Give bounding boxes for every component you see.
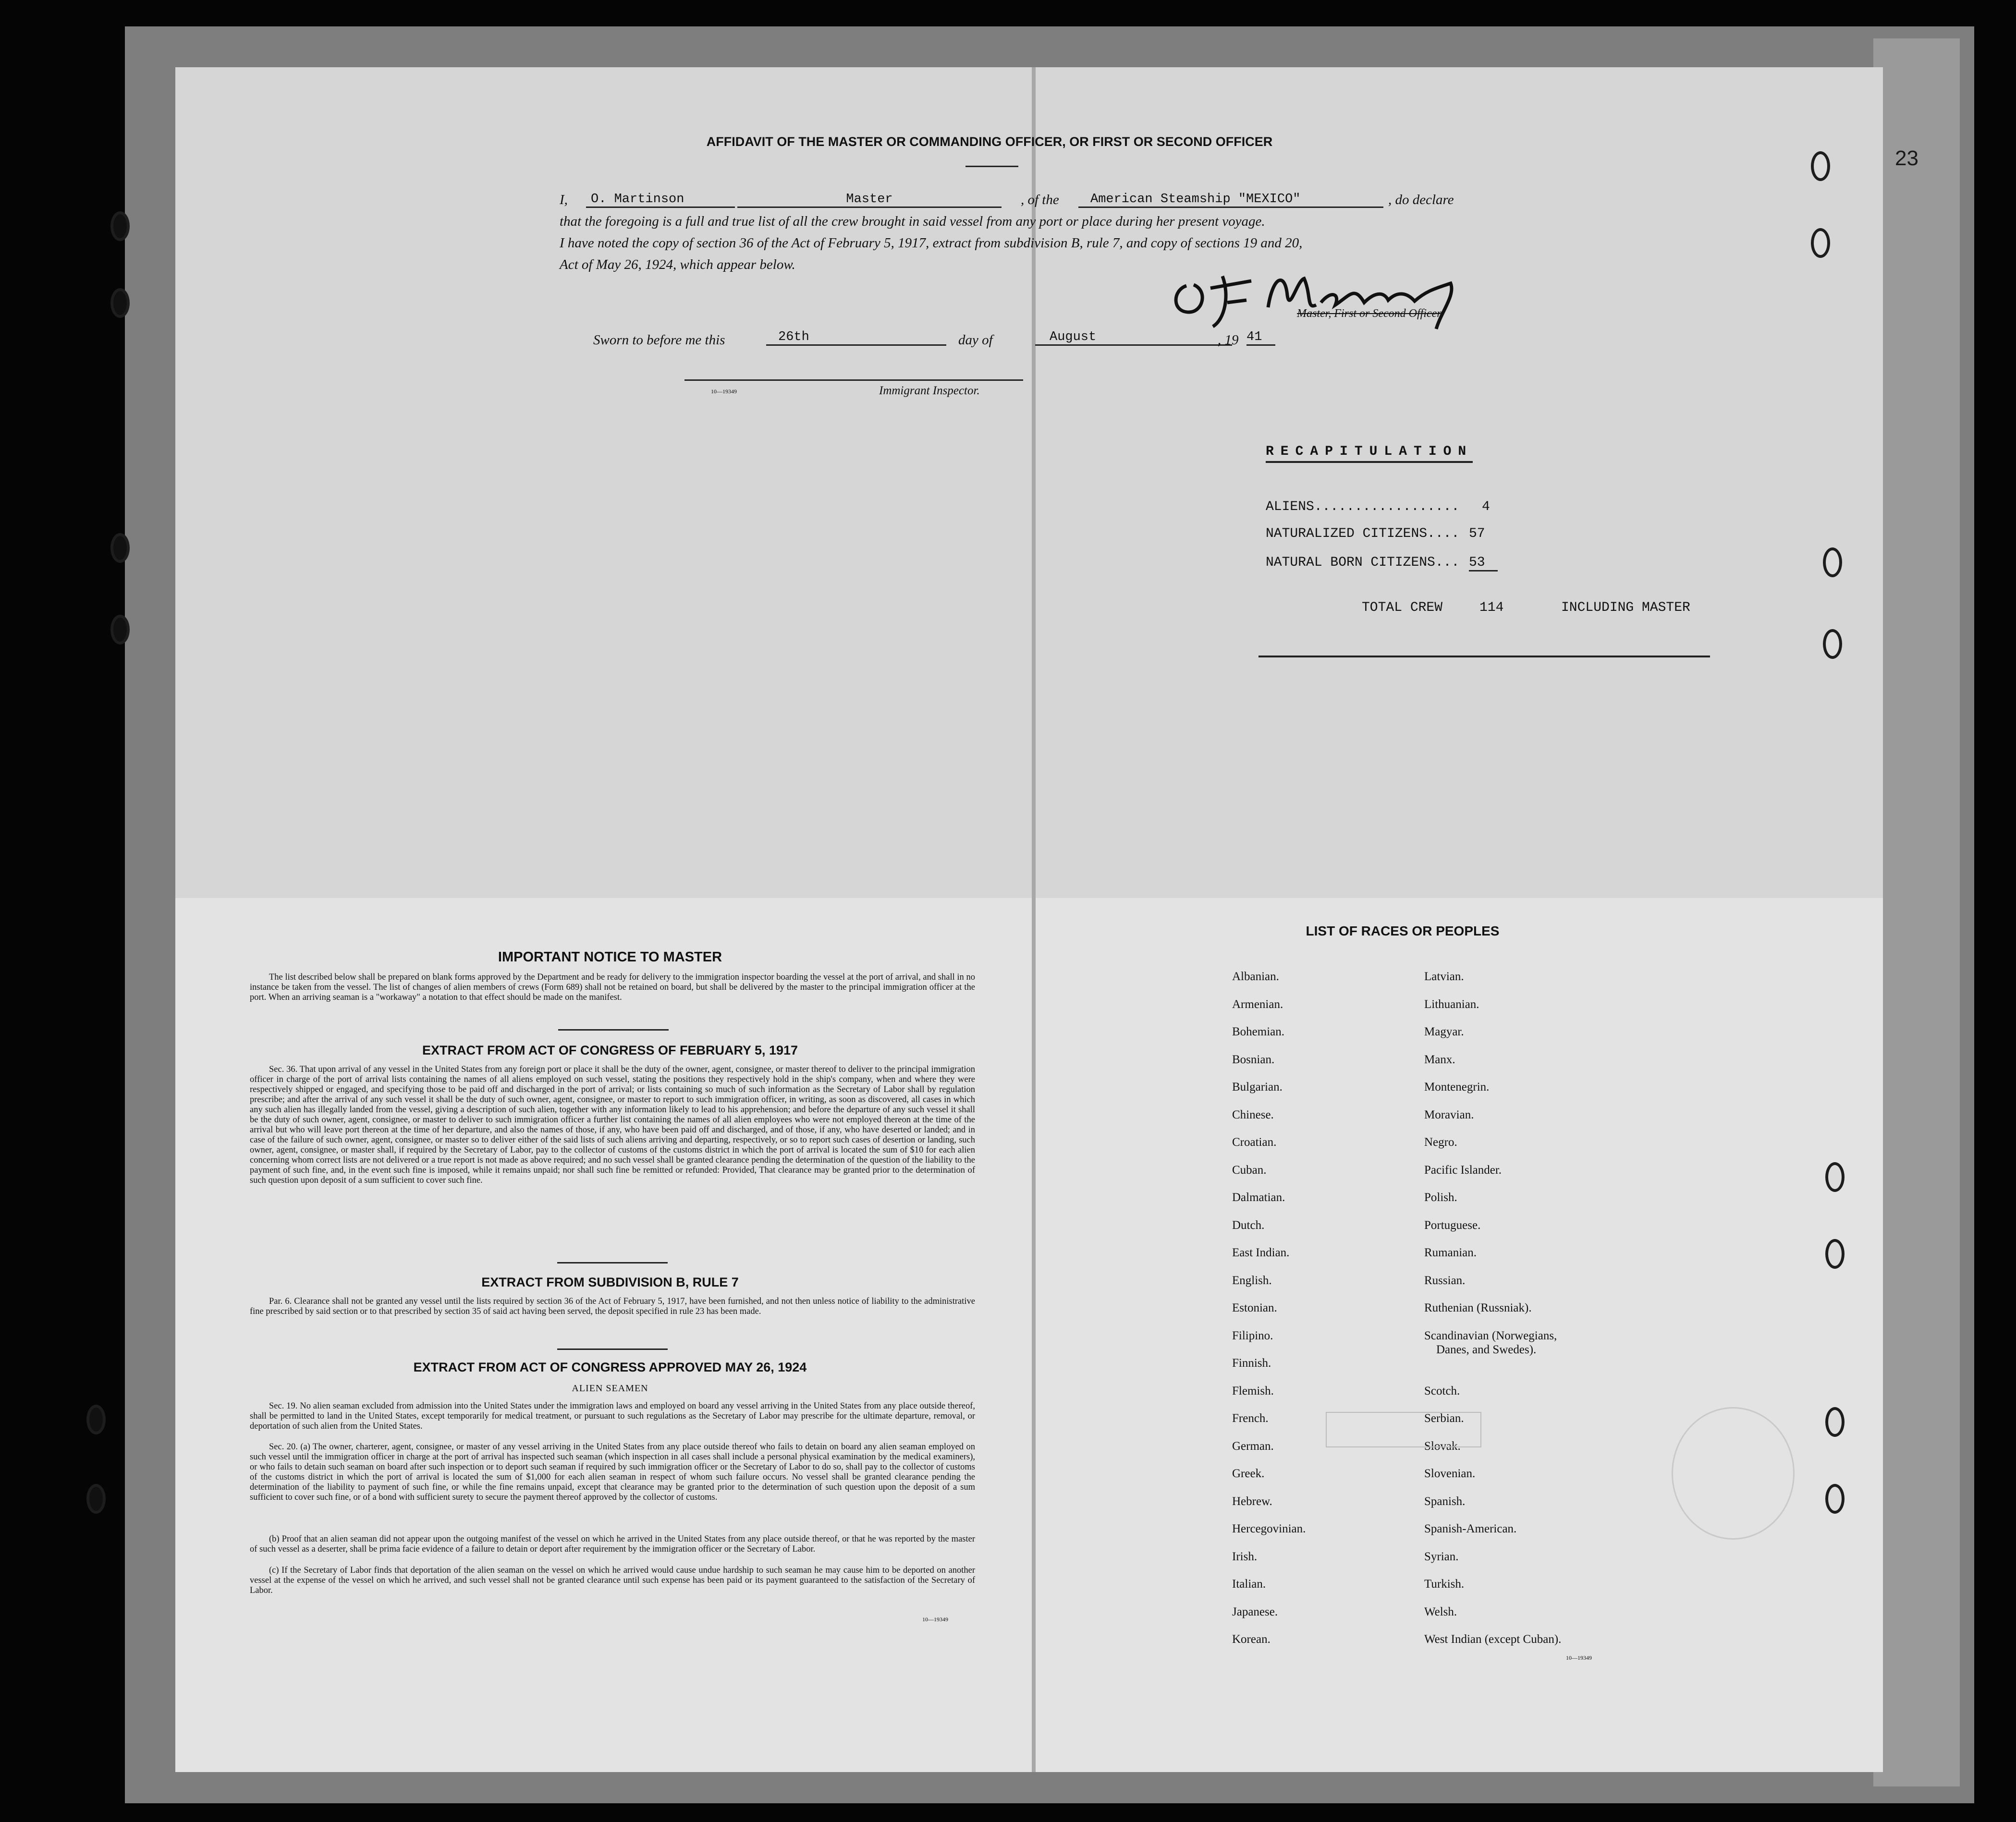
- affidavit-i: I,: [560, 192, 568, 207]
- race-item: Bohemian.: [1232, 1025, 1285, 1038]
- binding-hole: [1823, 629, 1842, 659]
- race-item: Scotch.: [1424, 1384, 1460, 1397]
- divider: [557, 1262, 668, 1263]
- race-item: Manx.: [1424, 1053, 1455, 1066]
- divider: [965, 166, 1018, 167]
- extract-1917-body: Sec. 36. That upon arrival of any vessel in the United States from any foreign port or place it shall be the duty of the owner, agent, consignee, or master thereof to deliver to the principal immigration officer in charge of the port of arrival lists containing the names of all aliens employed on such vessel, stating the positions they respectively hold in the ship's company, when and where they were respectively shipped or engaged, and specifying those to be paid off and discharged in the port of arrival; or lists containing so much of such information as the Secretary of Labor shall by regulation prescribe; and after the arrival of any such vessel it shall be the duty of such owner, agent, consignee, or master to report to such immigration officer, in writing, as soon as discovered, all cases in which any such alien has illegally landed from the vessel, giving a description of such alien, together with any information likely to lead to his apprehension; and before the departure of any such vessel it shall be the duty of such owner, agent, consignee, or master to deliver to such immigration officer a further list containing the names of all alien employees who were not employed thereon at the time of the arrival but who will leave port thereon at the time of her departure, and also the names of those, if any, who have been paid off and discharged, and of those, if any, who have deserted or landed; and in case of the failure of such owner, agent, consignee, or master so to deliver either of the said lists of such aliens arriving and departing, respectively, or so to report such cases of desertion or landing, such owner, agent, consignee, or master shall, if required by the Secretary of Labor, pay to the collector of customs of the customs district in which the port of arrival is located the sum of $10 for each alien concerning whom correct lists are not delivered or a true report is not made as above required; and no such vessel shall be granted clearance pending the determination of the question of the liability to the payment of such fine, and, in the event such fine is imposed, while it remains unpaid; nor shall such fine be remitted or refunded: Provided, That clearance may be granted prior to the determination of such question upon deposit of a sum sufficient to cover such fine.: [250, 1065, 975, 1185]
- affidavit-line-3: I have noted the copy of section 36 of the Act of February 5, 1917, extract from subdivision B, rule 7, and copy of sections 19 and 20,: [560, 235, 1303, 251]
- race-item-line: Danes, and Swedes).: [1436, 1343, 1537, 1356]
- sworn-year: 41: [1246, 330, 1275, 346]
- extract-rule7-body: Par. 6. Clearance shall not be granted any vessel until the lists required by section 36 of the Act of February 5, 1917, have been furnished, and not then unless notice of liability to the administrative fine prescribed by said section or to that prescribed by section 35 of said act having been served, the deposit specified in rule 23 has been made.: [250, 1297, 975, 1316]
- binding-hole: [110, 211, 130, 241]
- master-rank: Master: [737, 192, 1002, 208]
- race-item: Chinese.: [1232, 1108, 1274, 1121]
- binding-hole: [110, 533, 130, 563]
- race-item: Dalmatian.: [1232, 1191, 1285, 1204]
- seal-stamp: [1672, 1407, 1795, 1540]
- race-item: Spanish-American.: [1424, 1522, 1517, 1535]
- binding-hole: [86, 1484, 106, 1514]
- notice-body: The list described below shall be prepared on blank forms approved by the Department and be ready for delivery to the immigration inspector boarding the vessel at the port of arrival, and shall in no instance be taken from the vessel. The list of changes of alien members of crews (Form 689) shall not be retained on board, but shall be delivered by the master to the principal immigration officer at the port. When an arriving seaman is a "workaway" a notation to that effect should be made on the manifest.: [250, 972, 975, 1002]
- binding-hole: [1825, 1162, 1845, 1192]
- extract-1924-sec20c: (c) If the Secretary of Labor finds that deportation of the alien seaman on the vessel on which he arrived would cause undue hardship to such seaman he may cause him to be deported on another vessel at the expense of the vessel on which he arrived, and such vessel shall not be granted clearance until such expense has been paid or its payment guaranteed to the satisfaction of the Secretary of Labor.: [250, 1566, 975, 1595]
- race-item: Turkish.: [1424, 1578, 1465, 1591]
- race-item: Negro.: [1424, 1136, 1457, 1149]
- page-fold: [1032, 67, 1036, 1772]
- extract-1924-subtitle: ALIEN SEAMEN: [572, 1383, 648, 1394]
- race-item: Spanish.: [1424, 1494, 1466, 1508]
- affidavit-title: AFFIDAVIT OF THE MASTER OR COMMANDING OFFICER, OR FIRST OR SECOND OFFICER: [706, 134, 1273, 149]
- affidavit-line-2: that the foregoing is a full and true list of all the crew brought in said vessel from any port or place during her present voyage.: [560, 214, 1265, 229]
- race-item: Portuguese.: [1424, 1218, 1481, 1232]
- race-item: Moravian.: [1424, 1108, 1474, 1121]
- extract-rule7-title: EXTRACT FROM SUBDIVISION B, RULE 7: [481, 1275, 739, 1289]
- race-item: Greek.: [1232, 1467, 1265, 1480]
- race-item: Irish.: [1232, 1550, 1258, 1563]
- race-item: Hebrew.: [1232, 1494, 1272, 1508]
- race-item: Finnish.: [1232, 1357, 1271, 1370]
- signature-caption: Master, First or Second Officer.: [1297, 307, 1443, 320]
- recap-row-label: NATURALIZED CITIZENS....: [1266, 526, 1460, 541]
- master-signature: [1167, 267, 1475, 334]
- binding-hole: [1825, 1407, 1845, 1437]
- sworn-day: 26th: [766, 330, 946, 346]
- race-item: Ruthenian (Russniak).: [1424, 1301, 1532, 1314]
- race-item: Bosnian.: [1232, 1053, 1275, 1066]
- race-item: Italian.: [1232, 1578, 1266, 1591]
- races-title: LIST OF RACES OR PEOPLES: [1306, 923, 1500, 938]
- sworn-month: August: [1035, 330, 1232, 346]
- backing-board-edge: [1873, 38, 1960, 1786]
- race-item: Flemish.: [1232, 1384, 1274, 1397]
- binding-hole: [1825, 1239, 1845, 1269]
- extract-1924-title: EXTRACT FROM ACT OF CONGRESS APPROVED MAY 26, 1924: [413, 1360, 807, 1374]
- race-item: West Indian (except Cuban).: [1424, 1633, 1562, 1646]
- recap-row-label: NATURAL BORN CITIZENS...: [1266, 555, 1460, 570]
- binding-hole: [110, 615, 130, 644]
- binding-hole: [1811, 228, 1830, 258]
- race-item: Lithuanian.: [1424, 997, 1479, 1011]
- notice-title: IMPORTANT NOTICE TO MASTER: [498, 949, 722, 965]
- recapitulation-title: RECAPITULATION: [1266, 444, 1473, 463]
- form-number: 10—19349: [1566, 1654, 1592, 1661]
- recap-row-label: ALIENS..................: [1266, 499, 1460, 514]
- race-item: Montenegrin.: [1424, 1081, 1490, 1093]
- race-item: Japanese.: [1232, 1605, 1278, 1618]
- divider: [557, 1348, 668, 1350]
- race-item: Slovenian.: [1424, 1467, 1476, 1480]
- of-the-label: , of the: [1021, 192, 1059, 207]
- race-item: Latvian.: [1424, 970, 1464, 983]
- divider: [558, 1029, 669, 1031]
- inspector-signature-line: [684, 379, 1023, 381]
- race-item: Croatian.: [1232, 1136, 1277, 1149]
- race-item: Serbian.: [1424, 1412, 1464, 1425]
- race-item: French.: [1232, 1412, 1269, 1425]
- affidavit-line-4: Act of May 26, 1924, which appear below.: [560, 257, 795, 272]
- race-item-line: Scandinavian (Norwegians,: [1424, 1329, 1557, 1342]
- recap-row-value: 4: [1482, 499, 1490, 514]
- affidavit-line-1: [560, 192, 1454, 208]
- race-item: Polish.: [1424, 1191, 1457, 1204]
- extract-1924-sec19: Sec. 19. No alien seaman excluded from admission into the United States under the immigration laws and employed on board any vessel arriving in the United States from any place outside thereof, shall be permitted to land in the United States, except temporarily for medical treatment, or pursuant to such regulations as the Secretary of Labor may prescribe for the ultimate departure, removal, or deportation of such alien from the United States.: [250, 1401, 975, 1431]
- race-item: Hercegovinian.: [1232, 1522, 1306, 1535]
- race-item: Armenian.: [1232, 997, 1283, 1011]
- race-item: Bulgarian.: [1232, 1081, 1283, 1093]
- race-item: Dutch.: [1232, 1218, 1265, 1232]
- races-left-column: [1232, 963, 1306, 1653]
- total-crew-label: TOTAL CREW: [1362, 600, 1443, 615]
- race-item: Welsh.: [1424, 1605, 1457, 1618]
- day-of-label: day of: [958, 332, 993, 348]
- binding-hole: [1823, 547, 1842, 577]
- year-prefix: , 19: [1218, 332, 1239, 348]
- extract-1924-sec20b: (b) Proof that an alien seaman did not appear upon the outgoing manifest of the vessel on which he arrived in the United States from any place outside thereof, or that he was reported by the master of such vessel as a deserter, shall be prima facie evidence of a failure to detain or deport after requirement by the immigration officer or the Secretary of Labor.: [250, 1534, 975, 1554]
- race-item: Slovak.: [1424, 1439, 1461, 1453]
- binding-hole: [1811, 151, 1830, 181]
- vessel-name: American Steamship "MEXICO": [1078, 192, 1383, 208]
- race-item: Albanian.: [1232, 970, 1279, 983]
- race-item: Russian.: [1424, 1274, 1466, 1287]
- race-item: Magyar.: [1424, 1025, 1464, 1038]
- sworn-line: [593, 332, 1314, 352]
- do-declare-label: , do declare: [1388, 192, 1454, 207]
- binding-hole: [86, 1405, 106, 1434]
- form-number: 10—19349: [922, 1616, 948, 1623]
- race-item: Rumanian.: [1424, 1246, 1477, 1259]
- page-number: 23: [1895, 146, 1918, 170]
- recap-row-value: 57: [1469, 526, 1485, 541]
- race-item: Pacific Islander.: [1424, 1163, 1502, 1177]
- race-item: Korean.: [1232, 1633, 1271, 1646]
- race-item: Estonian.: [1232, 1301, 1277, 1314]
- races-right-column: [1424, 963, 1561, 1653]
- binding-hole: [1825, 1484, 1845, 1514]
- total-crew-note: INCLUDING MASTER: [1561, 600, 1690, 615]
- master-name: O. Martinson: [586, 192, 735, 208]
- binding-hole: [110, 288, 130, 318]
- race-item: Filipino.: [1232, 1329, 1273, 1342]
- form-number: 10—19349: [711, 388, 737, 395]
- race-item: German.: [1232, 1439, 1274, 1453]
- race-item: Cuban.: [1232, 1163, 1267, 1177]
- inspector-label: Immigrant Inspector.: [879, 384, 980, 397]
- extract-1917-title: EXTRACT FROM ACT OF CONGRESS OF FEBRUARY 5, 1917: [422, 1043, 798, 1057]
- race-item: English.: [1232, 1274, 1272, 1287]
- recap-row-value: 53: [1469, 555, 1498, 571]
- total-crew-value: 114: [1479, 600, 1504, 615]
- sworn-label: Sworn to before me this: [593, 332, 725, 348]
- extract-1924-sec20a: Sec. 20. (a) The owner, charterer, agent, consignee, or master of any vessel arriving in the United States from any place outside thereof who fails to detain on board any alien seaman employed on such vessel until the immigration officer in charge at the port of arrival has inspected such seaman (which inspection in all cases shall include a personal physical examination by the medical examiners), or who fails to detain such seaman on board after such inspection or to deport such seaman if required by such immigration officer or the Secretary of Labor to do so, shall pay to the collector of customs of the customs district in which the port of arrival is located the sum of $1,000 for each alien seaman in respect of whom such failure occurs. No vessel shall be granted clearance pending the determination of the liability to payment of such fine, or while the fine remains unpaid, except that clearance may be granted prior to the determination of such question upon the deposit of a sum sufficient to cover such fine, or of a bond with sufficient surety to secure the payment thereof approved by the collector of customs.: [250, 1442, 975, 1502]
- race-item: Syrian.: [1424, 1550, 1459, 1563]
- race-item: East Indian.: [1232, 1246, 1290, 1259]
- faded-stamp-box: [1326, 1412, 1481, 1447]
- race-item: [1424, 1322, 1561, 1377]
- recap-bottom-rule: [1258, 656, 1710, 657]
